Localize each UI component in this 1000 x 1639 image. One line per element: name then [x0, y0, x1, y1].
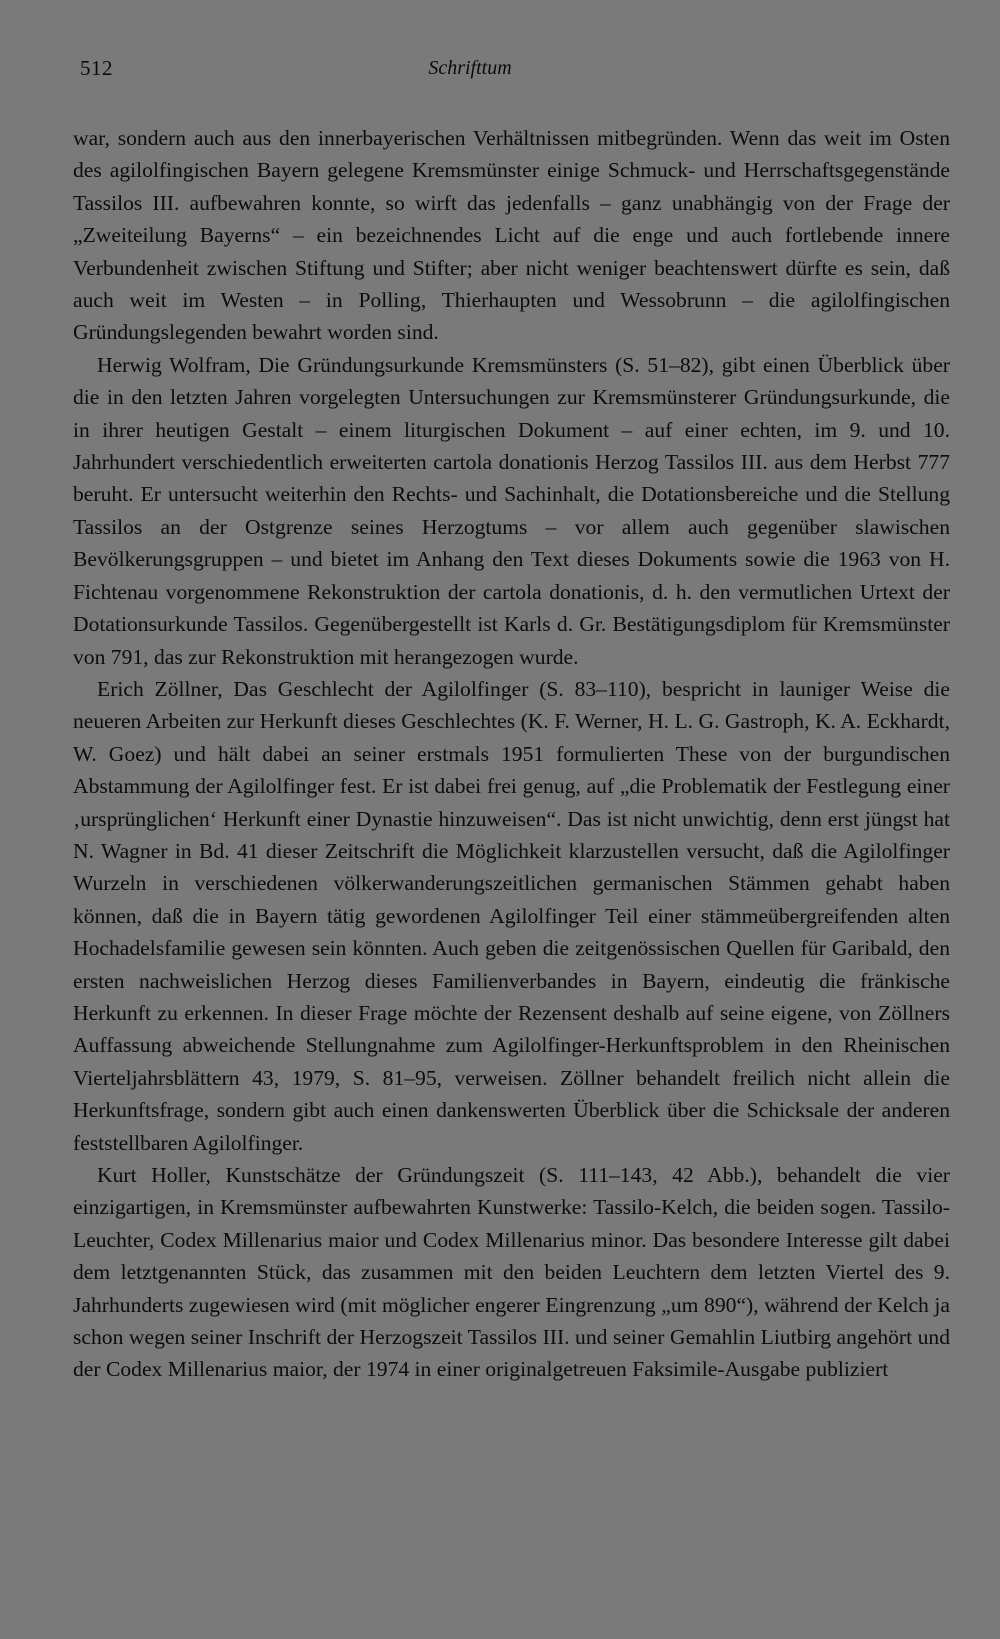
- paragraph-holler: Kurt Holler, Kunstschätze der Gründungszeit (S. 111–143, 42 Abb.), behandelt die vier einzigartigen, in Kremsmünster aufbewahrten Kunstwerke: Tassilo-Kelch, die beiden sogen. Tassilo-Leuchter, Codex Millenarius maior und Codex Millenarius minor. Das besondere Interesse gilt dabei dem letztgenannten Stück, das zusammen mit den beiden Leuchtern dem letzten Viertel des 9. Jahrhunderts zugewiesen wird (mit möglicher engerer Eingrenzung „um 890“), während der Kelch ja schon wegen seiner Inschrift der Herzogszeit Tassilos III. und seiner Gemahlin Liutbirg angehört und der Codex Millenarius maior, der 1974 in einer originalgetreuen Faksimile-Ausgabe publiziert: [73, 1163, 950, 1382]
- page-number: 512: [80, 56, 113, 80]
- page-header: [80, 56, 950, 90]
- body-text: [73, 122, 950, 1386]
- running-head: Schrifttum: [428, 57, 512, 79]
- paragraph-zoellner: Erich Zöllner, Das Geschlecht der Agilolfinger (S. 83–110), bespricht in launiger Weise die neueren Arbeiten zur Herkunft dieses Geschlechtes (K. F. Werner, H. L. G. Gastroph, K. A. Eckhardt, W. Goez) und hält dabei an seiner erstmals 1951 formulierten These von der burgundischen Abstammung der Agilolfinger fest. Er ist dabei frei genug, auf „die Problematik der Festlegung einer ‚ursprünglichen‘ Herkunft einer Dynastie hinzuweisen“. Das ist nicht unwichtig, denn erst jüngst hat N. Wagner in Bd. 41 dieser Zeitschrift die Möglichkeit klarzustellen versucht, daß die Agilolfinger Wurzeln in verschiedenen völkerwanderungszeitlichen germanischen Stämmen gehabt haben können, daß die in Bayern tätig gewordenen Agilolfinger Teil einer stämmeübergreifenden alten Hochadelsfamilie gewesen sein könnten. Auch geben die zeitgenössischen Quellen für Garibald, den ersten nachweislichen Herzog dieses Familienverbandes in Bayern, eindeutig die fränkische Herkunft zu erkennen. In dieser Frage möchte der Rezensent deshalb auf seine eigene, von Zöllners Auffassung abweichende Stellungnahme zum Agilolfinger-Herkunftsproblem in den Rheinischen Vierteljahrsblättern 43, 1979, S. 81–95, verweisen. Zöllner behandelt freilich nicht allein die Herkunftsfrage, sondern gibt auch einen dankenswerten Überblick über die Schicksale der anderen feststellbaren Agilolfinger.: [73, 676, 950, 1155]
- paragraph-continuation: war, sondern auch aus den innerbayerischen Verhältnissen mitbegründen. Wenn das weit im Osten des agilolfingischen Bayern gelegene Kremsmünster einige Schmuck- und Herrschaftsgegenstände Tassilos III. aufbewahren konnte, so wirft das jedenfalls – ganz unabhängig von der Frage der „Zweiteilung Bayerns“ – ein bezeichnendes Licht auf die enge und auch fortlebende innere Verbundenheit zwischen Stiftung und Stifter; aber nicht weniger beachtenswert dürfte es sein, daß auch weit im Westen – in Polling, Thierhaupten und Wessobrunn – die agilolfingischen Gründungslegenden bewahrt worden sind.: [73, 126, 950, 345]
- paragraph-wolfram: Herwig Wolfram, Die Gründungsurkunde Kremsmünsters (S. 51–82), gibt einen Überblick über die in den letzten Jahren vorgelegten Untersuchungen zur Kremsmünsterer Gründungsurkunde, die in ihrer heutigen Gestalt – einem liturgischen Dokument – auf einer echten, im 9. und 10. Jahrhundert verschiedentlich erweiterten cartola donationis Herzog Tassilos III. aus dem Herbst 777 beruht. Er untersucht weiterhin den Rechts- und Sachinhalt, die Dotationsbereiche und die Stellung Tassilos an der Ostgrenze seines Herzogtums – vor allem auch gegenüber slawischen Bevölkerungsgruppen – und bietet im Anhang den Text dieses Dokuments sowie die 1963 von H. Fichtenau vorgenommene Rekonstruktion der cartola donationis, d. h. den vermutlichen Urtext der Dotationsurkunde Tassilos. Gegenübergestellt ist Karls d. Gr. Bestätigungsdiplom für Kremsmünster von 791, das zur Rekonstruktion mit herangezogen wurde.: [73, 352, 950, 669]
